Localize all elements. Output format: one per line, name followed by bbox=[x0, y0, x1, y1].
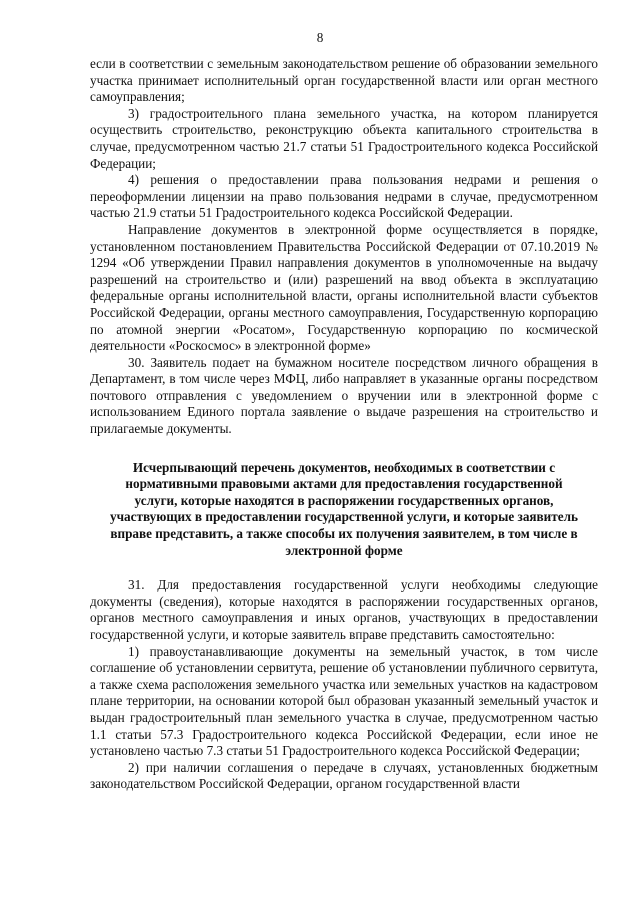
paragraph-30: 30. Заявитель подает на бумажном носителе посредством личного обращения в Департамент, в том числе через МФЦ, либо направляет в указанные органы посредством почтового отправления с уведомлением о вручении или в электронной форме с использованием Единого портала заявление о выдаче разрешения на строительство и прилагаемые документы. bbox=[90, 354, 598, 437]
paragraph-item-4: 4) решения о предоставлении права пользования недрами и решения о переоформлении лицензии на право пользования недрами в случае, предусмотренном частью 21.9 статьи 51 Градостроительного кодекса Российской Федерации. bbox=[90, 172, 598, 221]
paragraph-item-3: 3) градостроительного плана земельного участка, на котором планируется осуществить строительство, реконструкцию объекта капитального строительства в случае, предусмотренном частью 21.7 статьи 51 Градостроительного кодекса Российской Федерации; bbox=[90, 105, 598, 171]
paragraph-31-item-1: 1) правоустанавливающие документы на земельный участок, в том числе соглашение об установлении сервитута, решение об установлении публичного сервитута, а также схема расположения земельного участка или земельных участков на кадастровом плане территории, на основании которой был образован указанный земельный участок и выдан градостроительный план земельного участка в случае, предусмотренном частью 1.1 статьи 57.3 Градостроительного кодекса Российской Федерации, если иное не установлено частью 7.3 статьи 51 Градостроительного кодекса Российской Федерации; bbox=[90, 643, 598, 759]
paragraph-31: 31. Для предоставления государственной услуги необходимы следующие документы (сведения), которые находятся в распоряжении государственных органов, органов местного самоуправления и иных органов, участвующих в предоставлении государственной услуги, и которые заявитель вправе представить самостоятельно: bbox=[90, 577, 598, 642]
paragraph-electronic-submission: Направление документов в электронной форме осуществляется в порядке, установленном постановлением Правительства Российской Федерации от 07.10.2019 № 1294 «Об утверждении Правил направления документов в уполномоченные на выдачу разрешений на строительство и (или) разрешений на ввод объекта в эксплуатацию федеральные органы исполнительной власти, органы исполнительной власти субъектов Российской Федерации, органы местного самоуправления, Государственную корпорацию по атомной энергии «Росатом», Государственную корпорацию по космической деятельности «Роскосмос» в электронной форме» bbox=[90, 221, 598, 354]
page-number: 8 bbox=[316, 30, 324, 45]
paragraph-31-item-2: 2) при наличии соглашения о передаче в случаях, установленных бюджетным законодательством Российской Федерации, органом государственной власти bbox=[90, 759, 598, 792]
paragraph-continuation: если в соответствии с земельным законодательством решение об образовании земельного участка принимает исполнительный орган государственной власти или орган местного самоуправления; bbox=[90, 56, 598, 105]
document-body bbox=[90, 56, 598, 793]
section-heading: Исчерпывающий перечень документов, необходимых в соответствии с нормативными правовыми актами для предоставления государственной услуги, которые находятся в распоряжении государственных органов, участвующих в предоставлении государственной услуги, и которые заявитель вправе представить, а также способы их получения заявителем, в том числе в электронной форме bbox=[110, 459, 578, 558]
